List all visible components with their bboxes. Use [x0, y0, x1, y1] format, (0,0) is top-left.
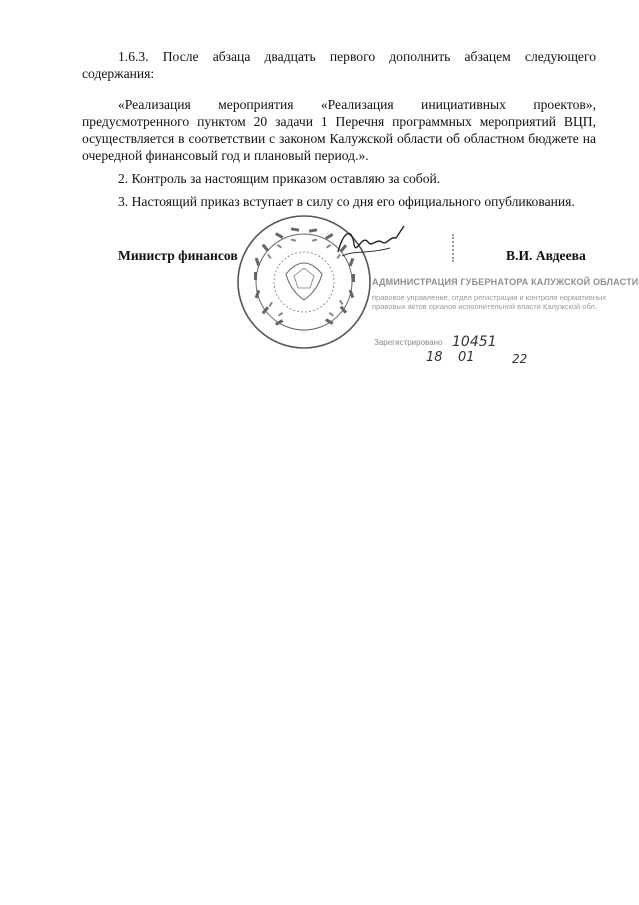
registration-month: 01: [458, 350, 475, 365]
item-3: 3. Настоящий приказ вступает в силу со дня его официального опубликования.: [118, 194, 575, 209]
signature-position: Министр финансов: [118, 248, 238, 263]
registration-stamp: [372, 277, 639, 311]
handwritten-signature-icon: [334, 222, 406, 262]
paragraph-163-first-line: 1.6.3. После абзаца двадцать первого дополнить абзацем следующего: [118, 49, 596, 64]
registration-day: 18: [426, 350, 443, 365]
body-text: [82, 48, 596, 210]
registration-stamp-title: АДМИНИСТРАЦИЯ ГУБЕРНАТОРА КАЛУЖСКОЙ ОБЛАСТИ: [372, 277, 639, 287]
registration-stamp-line-1: правовое управление, отдел регистрации и контроля нормативных: [372, 293, 607, 302]
registration-stamp-line-2: правовых актов органов исполнительной власти Калужской обл.: [372, 302, 597, 311]
registration-number: 10451: [452, 334, 497, 350]
paragraph-163-second-line: содержания:: [82, 66, 155, 81]
signature-name: В.И. Авдеева: [506, 248, 586, 263]
registration-year: 22: [512, 352, 528, 366]
quote-first-line: «Реализация мероприятия «Реализация инициативных проектов»,: [118, 97, 596, 112]
stamp-dotted-mark: [452, 234, 462, 262]
item-2: 2. Контроль за настоящим приказом оставляю за собой.: [118, 171, 441, 186]
registration-label: Зарегистрировано: [374, 338, 443, 347]
quote-continuation: предусмотренного пунктом 20 задачи 1 Перечня программных мероприятий ВЦП, осуществляется в соответствии с законом Калужской области об областном бюджете на очередной финансовый год и плановый период.».: [82, 114, 596, 163]
